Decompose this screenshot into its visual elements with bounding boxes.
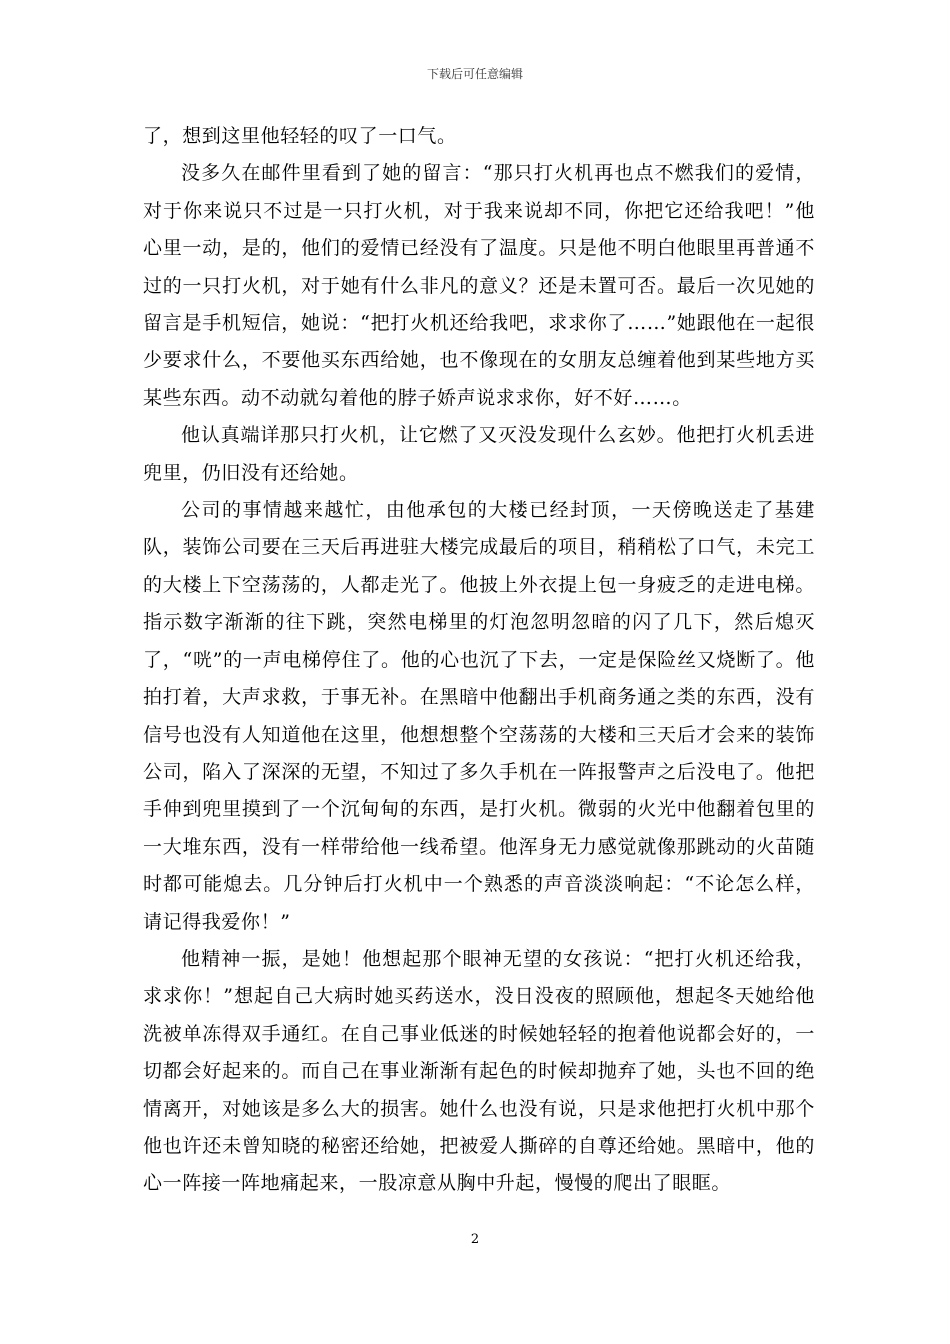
page-number: 2	[470, 1232, 480, 1247]
paragraph-elevator: 公司的事情越来越忙，由他承包的大楼已经封顶，一天傍晚送走了基建队，装饰公司要在三天后再进驻大楼完成最后的项目，稍稍松了口气，未完工的大楼上下空荡荡的，人都走光了。他披上外衣提上包一身疲乏的走进电梯。指示数字渐渐的往下跳，突然电梯里的灯泡忽明忽暗的闪了几下，然后熄灭了，“咣”的一声电梯停住了。他的心也沉了下去，一定是保险丝又烧断了。他拍打着，大声求救，于事无补。在黑暗中他翻出手机商务通之类的东西，没有信号也没有人知道他在这里，他想想整个空荡荡的大楼和三天后才会来的装饰公司，陷入了深深的无望，不知过了多久手机在一阵报警声之后没电了。他把手伸到兜里摸到了一个沉甸甸的东西，是打火机。微弱的火光中他翻着包里的一大堆东西，没有一样带给他一线希望。他浑身无力感觉就像那跳动的火苗随时都可能熄去。几分钟后打火机中一个熟悉的声音淡淡响起：“不论怎么样，请记得我爱你！”	[143, 499, 815, 933]
paragraph-lighter-examined: 他认真端详那只打火机，让它燃了又灭没发现什么玄妙。他把打火机丢进兜里，仍旧没有还给她。	[143, 424, 815, 484]
paragraph-continuation: 了，想到这里他轻轻的叹了一口气。	[143, 125, 457, 147]
body-text	[143, 118, 815, 1203]
page-header: 下载后可任意编辑	[426, 67, 523, 81]
paragraph-email-message: 没多久在邮件里看到了她的留言：“那只打火机再也点不燃我们的爱情，对于你来说只不过是一只打火机，对于我来说却不同，你把它还给我吧！”他心里一动，是的，他们的爱情已经没有了温度。只是他不明白他眼里再普通不过的一只打火机，对于她有什么非凡的意义？还是未置可否。最后一次见她的留言是手机短信，她说：“把打火机还给我吧，求求你了……”她跟他在一起很少要求什么，不要他买东西给她，也不像现在的女朋友总缠着他到某些地方买某些东西。动不动就勾着他的脖子娇声说求求你，好不好……。	[143, 162, 815, 409]
paragraph-realization: 他精神一振，是她！他想起那个眼神无望的女孩说：“把打火机还给我，求求你！”想起自己大病时她买药送水，没日没夜的照顾他，想起冬天她给他洗被单冻得双手通红。在自己事业低迷的时候她轻轻的抱着他说都会好的，一切都会好起来的。而自己在事业渐渐有起色的时候却抛弃了她，头也不回的绝情离开，对她该是多么大的损害。她什么也没有说，只是求他把打火机中那个他也许还未曾知晓的秘密还给她，把被爱人撕碎的自尊还给她。黑暗中，他的心一阵接一阵地痛起来，一股凉意从胸中升起，慢慢的爬出了眼眶。	[143, 947, 815, 1195]
